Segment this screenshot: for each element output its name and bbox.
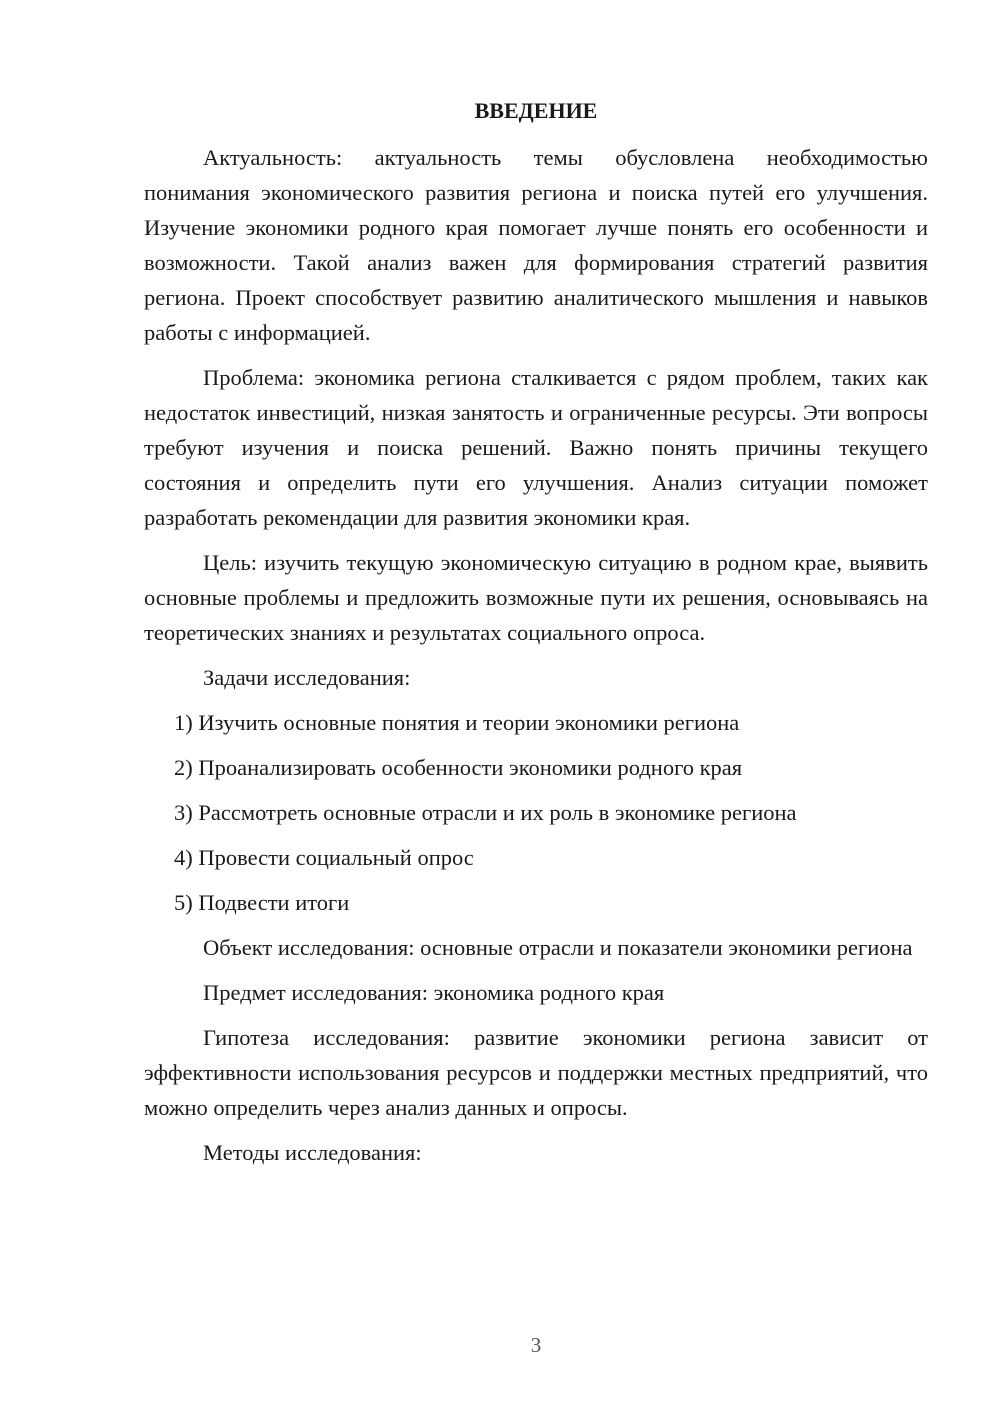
task-item: 4) Провести социальный опрос — [174, 845, 474, 870]
task-item: 1) Изучить основные понятия и теории экономики региона — [174, 710, 740, 735]
methods-heading: Методы исследования: — [203, 1140, 422, 1165]
page-number: 3 — [530, 1333, 542, 1357]
subject-paragraph: Предмет исследования: экономика родного края — [203, 980, 665, 1005]
task-item: 5) Подвести итоги — [174, 890, 350, 915]
hypothesis-paragraph: Гипотеза исследования: развитие экономики региона зависит от эффективности использования ресурсов и поддержки местных предприятий, что можно определить через анализ данных и опросы. — [144, 1025, 928, 1120]
object-paragraph: Объект исследования: основные отрасли и показатели экономики региона — [203, 935, 913, 960]
section-title: ВВЕДЕНИЕ — [474, 98, 598, 123]
problem-paragraph: Проблема: экономика региона сталкивается с рядом проблем, таких как недостаток инвестиций, низкая занятость и ограниченные ресурсы. Эти вопросы требуют изучения и поиска решений. Важно понять причины текущего состояния и определить пути его улучшения. Анализ ситуации поможет разработать рекомендации для развития экономики края. — [144, 365, 928, 530]
tasks-list — [144, 705, 928, 920]
task-item: 3) Рассмотреть основные отрасли и их роль в экономике региона — [174, 800, 797, 825]
page-content — [144, 96, 928, 1180]
relevance-paragraph: Актуальность: актуальность темы обусловлена необходимостью понимания экономического развития региона и поиска путей его улучшения. Изучение экономики родного края помогает лучше понять его особенности и возможности. Такой анализ важен для формирования стратегий развития региона. Проект способствует развитию аналитического мышления и навыков работы с информацией. — [144, 145, 928, 345]
task-item: 2) Проанализировать особенности экономики родного края — [174, 755, 743, 780]
tasks-heading: Задачи исследования: — [203, 665, 411, 690]
goal-paragraph: Цель: изучить текущую экономическую ситуацию в родном крае, выявить основные проблемы и предложить возможные пути их решения, основываясь на теоретических знаниях и результатах социального опроса. — [144, 550, 928, 645]
